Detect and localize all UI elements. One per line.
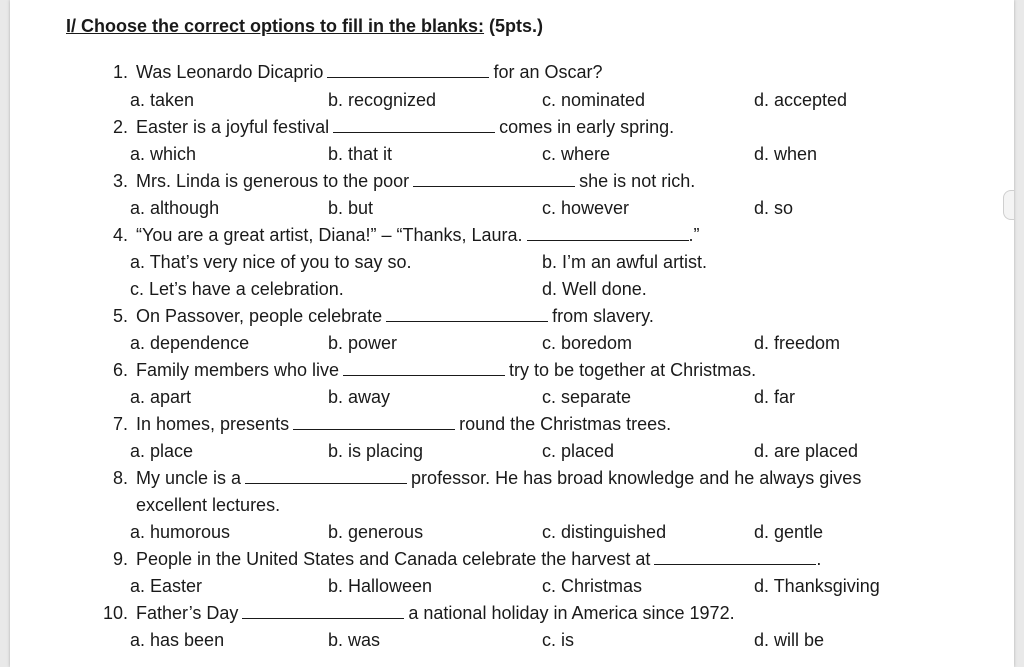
answer-blank: [527, 222, 689, 241]
option-d: d. Well done.: [542, 279, 647, 299]
option-d: d. far: [754, 387, 796, 407]
option-b: b. that it: [328, 144, 393, 164]
option-c: c. separate: [542, 387, 632, 407]
option-b: b. away: [328, 387, 391, 407]
question-text: In homes, presents round the Christmas trees.: [136, 411, 671, 438]
question-number: 9.: [112, 549, 128, 569]
option-a: a. which: [130, 144, 197, 164]
option-c: c. nominated: [542, 90, 646, 110]
option-a: a. place: [130, 441, 194, 461]
option-b: b. generous: [328, 522, 424, 542]
options-row-8: [130, 519, 950, 546]
heading-title: I/ Choose the correct options to fill in the blanks:: [66, 16, 485, 36]
option-a: a. humorous: [130, 522, 231, 542]
answer-blank: [327, 59, 489, 78]
option-d: d. so: [754, 198, 794, 218]
question-number: 10.: [102, 603, 128, 623]
options-row-10: [130, 627, 950, 654]
section-heading: [66, 16, 543, 37]
option-d: d. Thanksgiving: [754, 576, 880, 596]
option-d: d. will be: [754, 630, 825, 650]
worksheet-page: [10, 0, 1014, 667]
option-a: a. dependence: [130, 333, 250, 353]
question-text: My uncle is a professor. He has broad knowledge and he always gives: [136, 465, 861, 492]
option-b: b. is placing: [328, 441, 424, 461]
option-a: a. That’s very nice of you to say so.: [130, 252, 412, 272]
option-a: a. taken: [130, 90, 195, 110]
option-a: a. Easter: [130, 576, 203, 596]
question-number: 1.: [112, 62, 128, 82]
option-a: a. apart: [130, 387, 192, 407]
option-c: c. Christmas: [542, 576, 643, 596]
option-a: a. has been: [130, 630, 225, 650]
answer-blank: [333, 114, 495, 133]
option-d: d. gentle: [754, 522, 824, 542]
option-c: c. where: [542, 144, 611, 164]
option-c: c. Let’s have a celebration.: [130, 279, 344, 299]
page-edge-handle: [1003, 190, 1014, 220]
heading-points: (5pts.): [484, 16, 544, 36]
question-number: 6.: [112, 360, 128, 380]
option-d: d. accepted: [754, 90, 848, 110]
question-text-continued: excellent lectures.: [136, 495, 281, 515]
answer-blank: [413, 168, 575, 187]
answer-blank: [293, 411, 455, 430]
options-row-7: [130, 438, 950, 465]
option-c: c. however: [542, 198, 630, 218]
question-text: Mrs. Linda is generous to the poor she is not rich.: [136, 168, 695, 195]
option-d: d. freedom: [754, 333, 841, 353]
question-number: 7.: [112, 414, 128, 434]
answer-blank: [654, 546, 816, 565]
option-b: b. I’m an awful artist.: [542, 252, 708, 272]
question-text: Family members who live try to be together at Christmas.: [136, 357, 756, 384]
option-c: c. placed: [542, 441, 615, 461]
option-b: b. but: [328, 198, 374, 218]
options-row-9: [130, 573, 950, 600]
option-b: b. Halloween: [328, 576, 433, 596]
question-number: 8.: [112, 468, 128, 488]
option-c: c. distinguished: [542, 522, 667, 542]
question-number: 5.: [112, 306, 128, 326]
question-number: 2.: [112, 117, 128, 137]
option-b: b. recognized: [328, 90, 437, 110]
option-b: b. power: [328, 333, 398, 353]
options-row-2: [130, 141, 950, 168]
options-row-4b: [130, 276, 950, 303]
options-row-3: [130, 195, 950, 222]
question-text: On Passover, people celebrate from slavery.: [136, 303, 654, 330]
answer-blank: [245, 465, 407, 484]
question-text: Easter is a joyful festival comes in early spring.: [136, 114, 674, 141]
option-c: c. is: [542, 630, 575, 650]
options-row-6: [130, 384, 950, 411]
options-row-1: [130, 87, 950, 114]
answer-blank: [242, 600, 404, 619]
options-row-4a: [130, 249, 950, 276]
answer-blank: [343, 357, 505, 376]
option-a: a. although: [130, 198, 220, 218]
question-text: People in the United States and Canada celebrate the harvest at .: [136, 546, 821, 573]
question-number: 4.: [112, 225, 128, 245]
option-c: c. boredom: [542, 333, 633, 353]
question-text: Was Leonardo Dicaprio for an Oscar?: [136, 59, 602, 86]
option-b: b. was: [328, 630, 381, 650]
options-row-5: [130, 330, 950, 357]
option-d: d. are placed: [754, 441, 859, 461]
option-d: d. when: [754, 144, 818, 164]
question-text: “You are a great artist, Diana!” – “Thanks, Laura. .”: [136, 222, 700, 249]
question-number: 3.: [112, 171, 128, 191]
question-text: Father’s Day a national holiday in America since 1972.: [136, 600, 735, 627]
answer-blank: [386, 303, 548, 322]
